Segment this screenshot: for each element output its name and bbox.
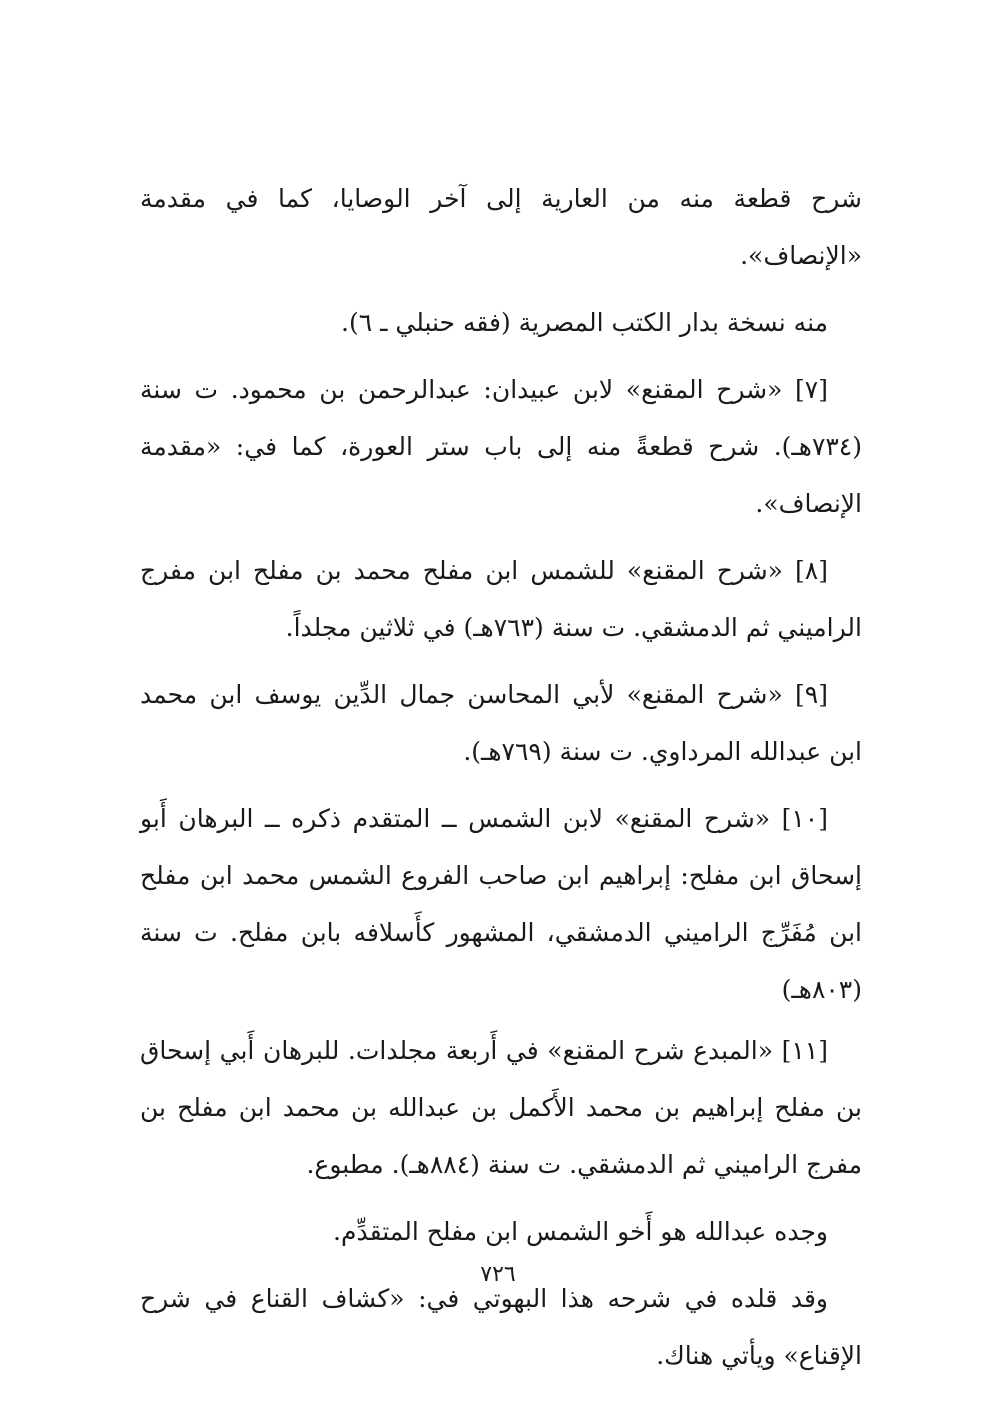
entry-9: [٩] «شرح المقنع» لأبي المحاسن جمال الدِّين يوسف ابن محمد ابن عبدالله المرداوي. ت سنة (٧٦٩هـ).	[140, 680, 862, 766]
entry-10: [١٠] «شرح المقنع» لابن الشمس ــ المتقدم ذكره ــ البرهان أَبو إسحاق ابن مفلح: إبراهيم ابن صاحب الفروع الشمس محمد ابن مفلح ابن مُفَرِّج الراميني الدمشقي، المشهور كأَسلافه بابن مفلح. ت سنة (٨٠٣هـ)	[140, 804, 862, 1004]
note-buhuti: وقد قلده في شرحه هذا البهوتي في: «كشاف القناع في شرح الإقناع» ويأتي هناك.	[140, 1284, 862, 1370]
paragraph-1: شرح قطعة منه من العارية إلى آخر الوصايا، كما في مقدمة «الإنصاف».	[140, 184, 862, 270]
page-body	[140, 170, 862, 1394]
note-grandfather: وجده عبدالله هو أَخو الشمس ابن مفلح المتقدِّم.	[333, 1217, 828, 1246]
paragraph-2: منه نسخة بدار الكتب المصرية (فقه حنبلي ـ ٦).	[341, 308, 828, 337]
page-number: ٧٢٦	[480, 1262, 516, 1287]
entry-7: [٧] «شرح المقنع» لابن عبيدان: عبدالرحمن بن محمود. ت سنة (٧٣٤هـ). شرح قطعةً منه إلى باب ستر العورة، كما في: «مقدمة الإنصاف».	[140, 375, 862, 518]
entry-8: [٨] «شرح المقنع» للشمس ابن مفلح محمد بن مفلح ابن مفرج الراميني ثم الدمشقي. ت سنة (٧٦٣هـ) في ثلاثين مجلداً.	[140, 556, 862, 642]
entry-11: [١١] «المبدع شرح المقنع» في أَربعة مجلدات. للبرهان أَبي إسحاق بن مفلح إبراهيم بن محمد الأَكمل بن عبدالله بن محمد ابن مفلح بن مفرج الراميني ثم الدمشقي. ت سنة (٨٨٤هـ). مطبوع.	[140, 1036, 862, 1179]
